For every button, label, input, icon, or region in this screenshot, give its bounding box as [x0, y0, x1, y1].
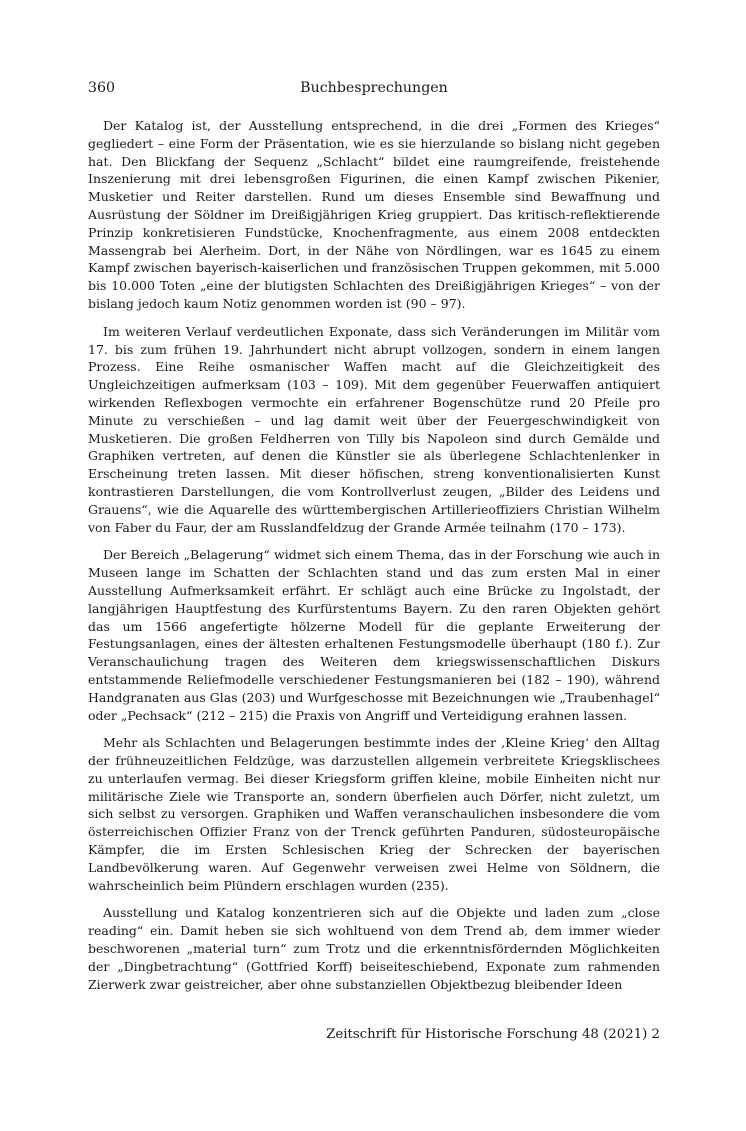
page-header: [88, 80, 660, 102]
running-title: Buchbesprechungen: [300, 80, 448, 96]
journal-footer: Zeitschrift für Historische Forschung 48 (2021) 2: [326, 1027, 660, 1042]
paragraph-1: Der Katalog ist, der Ausstellung entsprechend, in die drei „Formen des Krieges“ gegliedert – eine Form der Präsentation, wie es sie hierzulande so bislang nicht gegeben hat. Den Blickfang der Sequenz „Schlacht“ bildet eine raumgreifende, freistehende Inszenierung mit drei lebensgroßen Figurinen, die einen Kampf zwischen Pikenier, Musketier und Reiter darstellen. Rund um dieses Ensemble sind Bewaffnung und Ausrüstung der Söldner im Dreißigjährigen Krieg gruppiert. Das kritisch-reflektierende Prinzip konkretisieren Fundstücke, Knochenfragmente, aus einem 2008 entdeckten Massengrab bei Alerheim. Dort, in der Nähe von Nördlingen, war es 1645 zu einem Kampf zwischen bayerisch-kaiserlichen und französischen Truppen gekommen, mit 5.000 bis 10.000 Toten „eine der blutigsten Schlachten des Dreißigjährigen Krieges“ – von der bislang jedoch kaum Notiz genommen worden ist (90 – 97).: [88, 118, 660, 311]
paragraph-3: Der Bereich „Belagerung“ widmet sich einem Thema, das in der Forschung wie auch in Museen lange im Schatten der Schlachten stand und das zum ersten Mal in einer Ausstellung Aufmerksamkeit erfährt. Er schlägt auch eine Brücke zu Ingolstadt, der langjährigen Hauptfestung des Kurfürstentums Bayern. Zu den raren Objekten gehört das um 1566 angefertigte hölzerne Modell für die geplante Erweiterung der Festungsanlagen, eines der ältesten erhaltenen Festungsmodelle überhaupt (180 f.). Zur Veranschaulichung tragen des Weiteren dem kriegswissenschaftlichen Diskurs entstammende Reliefmodelle verschiedener Festungsmanieren bei (182 – 190), während Handgranaten aus Glas (203) und Wurfgeschosse mit Bezeichnungen wie „Traubenhagel“ oder „Pechsack“ (212 – 215) die Praxis von Angriff und Verteidigung erahnen lassen.: [88, 547, 660, 723]
paragraph-2: Im weiteren Verlauf verdeutlichen Exponate, dass sich Veränderungen im Militär vom 17. bis zum frühen 19. Jahrhundert nicht abrupt vollzogen, sondern in einem langen Prozess. Eine Reihe osmanischer Waffen macht auf die Gleichzeitigkeit des Ungleichzeitigen aufmerksam (103 – 109). Mit dem gegenüber Feuerwaffen antiquiert wirkenden Reflexbogen vermochte ein erfahrener Bogenschütze rund 20 Pfeile pro Minute zu verschießen – und lag damit weit über der Feuergeschwindigkeit von Musketieren. Die großen Feldherren von Tilly bis Napoleon sind durch Gemälde und Graphiken vertreten, auf denen die Künstler sie als überlegene Schlachtenlenker in Erscheinung treten lassen. Mit dieser höfischen, streng konventionalisierten Kunst kontrastieren Darstellungen, die vom Kontrollverlust zeugen, „Bilder des Leidens und Grauens“, wie die Aquarelle des württembergischen Artillerieoffiziers Christian Wilhelm von Faber du Faur, der am Russlandfeldzug der Grande Armée teilnahm (170 – 173).: [88, 323, 660, 535]
paragraph-5: Ausstellung und Katalog konzentrieren sich auf die Objekte und laden zum „close reading“ ein. Damit heben sie sich wohltuend von dem Trend ab, dem immer wieder beschworenen „material turn“ zum Trotz und die erkenntnisfördernden Möglichkeiten der „Dingbetrachtung“ (Gottfried Korff) beiseiteschiebend, Exponate zum rahmenden Zierwerk zwar geistreicher, aber ohne substanziellen Objektbezug bleibender Ideen: [88, 905, 660, 992]
paragraph-4: Mehr als Schlachten und Belagerungen bestimmte indes der ‚Kleine Krieg‘ den Alltag der frühneuzeitlichen Feldzüge, was darzustellen allgemein verbreitete Kriegsklischees zu unterlaufen vermag. Bei dieser Kriegsform griffen kleine, mobile Einheiten nicht nur militärische Ziele wie Transporte an, sondern überfielen auch Dörfer, nicht zuletzt, um sich selbst zu versorgen. Graphiken und Waffen veranschaulichen insbesondere die vom österreichischen Offizier Franz von der Trenck geführten Panduren, südosteuropäische Kämpfer, die im Ersten Schlesischen Krieg der Schrecken der bayerischen Landbevölkerung waren. Auf Gegenwehr verweisen zwei Helme von Söldnern, die wahrscheinlich beim Plündern erschlagen wurden (235).: [88, 735, 660, 893]
page-number: 360: [88, 80, 116, 96]
body-text: [88, 117, 660, 1003]
